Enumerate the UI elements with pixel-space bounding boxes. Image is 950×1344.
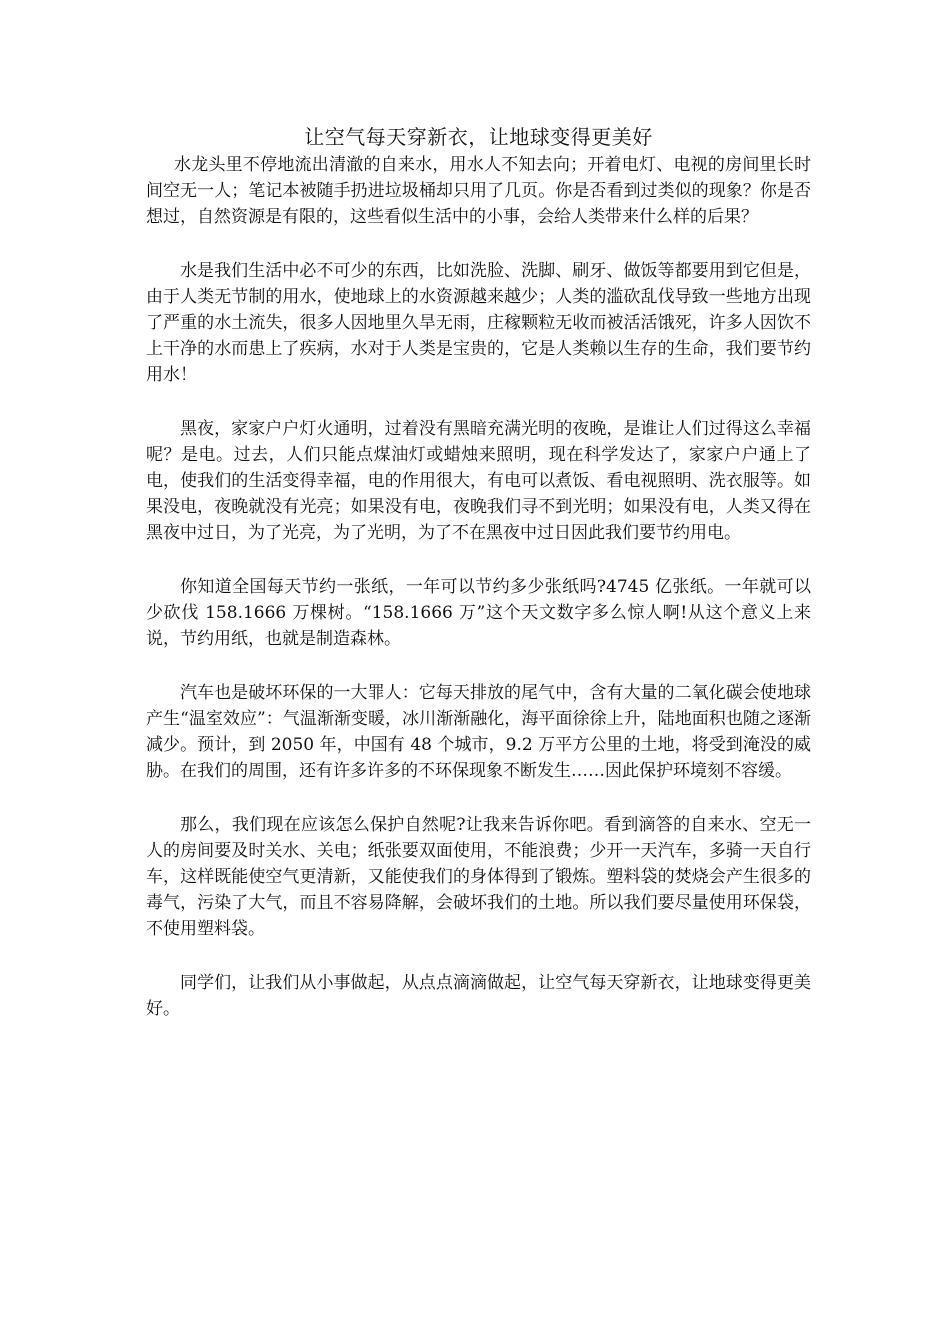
paragraph-water: 水是我们生活中必不可少的东西，比如洗脸、洗脚、刷牙、做饭等都要用到它但是，由于人类无节制的用水，使地球上的水资源越来越少；人类的滥砍乱伐导致一些地方出现了严重的水土流失，很多人因地里久旱无雨，庄稼颗粒无收而被活活饿死，许多人因饮不上干净的水而患上了疾病，水对于人类是宝贵的，它是人类赖以生存的生命，我们要节约用水！ — [146, 261, 811, 385]
paragraph-paper: 你知道全国每天节约一张纸，一年可以节约多少张纸吗?4745 亿张纸。一年就可以少砍伐 158.1666 万棵树。“158.1666 万”这个天文数字多么惊人啊!从这个意义上来说，节约用纸，也就是制造森林。 — [146, 577, 811, 649]
document-page — [146, 122, 811, 1050]
document-title: 让空气每天穿新衣，让地球变得更美好 — [304, 125, 653, 149]
paragraph-electricity: 黑夜，家家户户灯火通明，过着没有黑暗充满光明的夜晚，是谁让人们过得这么幸福呢？是电。过去，人们只能点煤油灯或蜡烛来照明，现在科学发达了，家家户户通上了电，使我们的生活变得幸福，电的作用很大，有电可以煮饭、看电视照明、洗衣服等。如果没电，夜晚就没有光亮；如果没有电，夜晚我们寻不到光明；如果没有电，人类又得在黑夜中过日，为了光亮，为了光明，为了不在黑夜中过日因此我们要节约用电。 — [146, 419, 811, 543]
paragraph-cars: 汽车也是破坏环保的一大罪人：它每天排放的尾气中，含有大量的二氧化碳会使地球产生“温室效应”：气温渐渐变暖，冰川渐渐融化，海平面徐徐上升，陆地面积也随之逐渐减少。预计，到 2050 年，中国有 48 个城市，9.2 万平方公里的土地，将受到淹没的威胁。在我们的周围，还有许多许多的不环保现象不断发生……因此保护环境刻不容缓。 — [146, 683, 811, 781]
paragraph-intro: 水龙头里不停地流出清澈的自来水，用水人不知去向；开着电灯、电视的房间里长时间空无一人；笔记本被随手扔进垃圾桶却只用了几页。你是否看到过类似的现象？你是否想过，自然资源是有限的，这些看似生活中的小事，会给人类带来什么样的后果？ — [146, 155, 811, 227]
paragraph-how-to-protect: 那么，我们现在应该怎么保护自然呢?让我来告诉你吧。看到滴答的自来水、空无一人的房间要及时关水、关电；纸张要双面使用，不能浪费；少开一天汽车，多骑一天自行车，这样既能使空气更清新，又能使我们的身体得到了锻炼。塑料袋的焚烧会产生很多的毒气，污染了大气，而且不容易降解，会破坏我们的土地。所以我们要尽量使用环保袋，不使用塑料袋。 — [146, 815, 811, 939]
paragraph-conclusion: 同学们，让我们从小事做起，从点点滴滴做起，让空气每天穿新衣，让地球变得更美好。 — [146, 973, 811, 1019]
